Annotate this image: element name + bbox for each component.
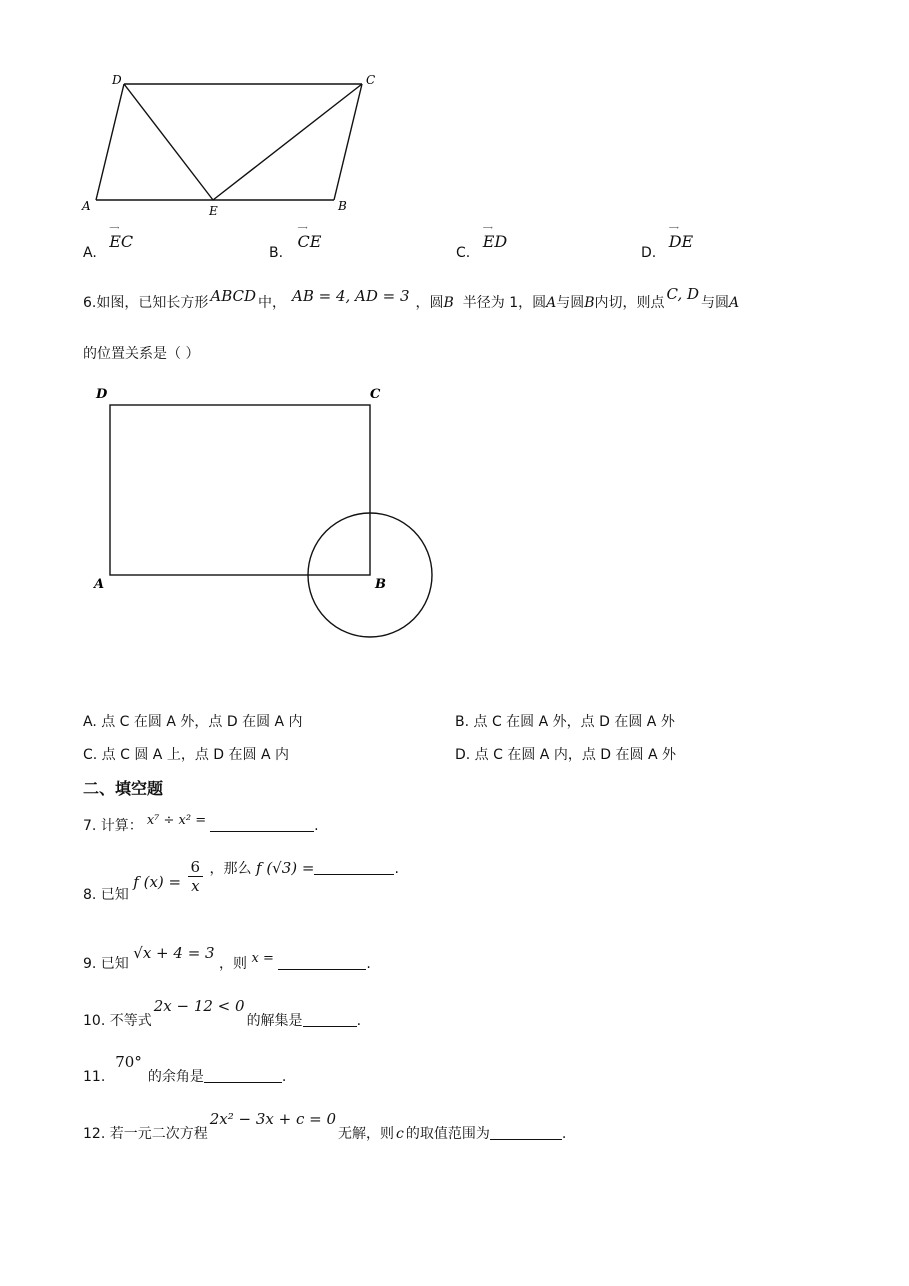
point-label-b: B <box>338 199 347 213</box>
question-10: 10. 不等式2x − 12 < 0的解集是 . <box>83 997 362 1029</box>
answer-blank[interactable] <box>490 1125 562 1140</box>
vector-ec: ⟶ EC <box>109 224 134 251</box>
point-label-b: B <box>375 577 386 592</box>
q6-option-c[interactable]: C. 点 C 圆 A 上，点 D 在圆 A 内 <box>83 747 289 763</box>
answer-blank[interactable] <box>303 1012 357 1027</box>
answer-blank[interactable] <box>314 860 394 875</box>
vector-de: ⟶ DE <box>668 224 694 251</box>
answer-blank[interactable] <box>210 817 314 832</box>
question-11: 11.70°的余角是 . <box>83 1053 287 1085</box>
question-7: 7. 计算： x⁷ ÷ x² = . <box>83 813 319 834</box>
point-label-c: C <box>366 73 376 87</box>
q6-option-a[interactable]: A. 点 C 在圆 A 外，点 D 在圆 A 内 <box>83 714 303 730</box>
parallelogram-figure <box>80 70 380 220</box>
answer-blank[interactable] <box>278 955 366 970</box>
question-9: 9. 已知 √x + 4 = 3 ，则 x = . <box>83 944 371 972</box>
q5-option-b[interactable]: B. ⟶ CE <box>269 224 322 261</box>
vector-ed: ⟶ ED <box>482 224 508 251</box>
question-12: 12. 若一元二次方程2x² − 3x + c = 0无解，则 c 的取值范围为 . <box>83 1110 567 1142</box>
q6-question-line1: 6.如图，已知长方形 ABCD 中， AB = 4, AD = 3 ，圆B 半径为 1，圆A与圆B内切，则点 C, D 与圆A <box>83 285 740 311</box>
point-label-e: E <box>209 204 218 218</box>
vector-ce: ⟶ CE <box>297 224 322 251</box>
section-heading: 二、填空题 <box>83 779 164 798</box>
point-label-a: A <box>82 199 91 213</box>
point-label-d: D <box>96 387 108 402</box>
q5-option-d[interactable]: D. ⟶ DE <box>641 224 694 261</box>
q5-option-a[interactable]: A. ⟶ EC <box>83 224 134 261</box>
point-label-d: D <box>112 73 122 87</box>
q5-option-c[interactable]: C. ⟶ ED <box>456 224 508 261</box>
rectangle-circle-figure <box>90 380 450 645</box>
q6-option-d[interactable]: D. 点 C 在圆 A 内，点 D 在圆 A 外 <box>455 747 676 763</box>
point-label-a: A <box>94 577 105 592</box>
q6-question-line2: 的位置关系是（ ） <box>83 346 200 362</box>
answer-blank[interactable] <box>204 1068 282 1083</box>
fraction: $\frac{6}{x}$ <box>188 858 204 895</box>
q6-option-b[interactable]: B. 点 C 在圆 A 外，点 D 在圆 A 外 <box>455 714 675 730</box>
point-label-c: C <box>370 387 381 402</box>
question-8: 8. 已知 f (x) = $\frac{6}{x}$ ，那么 f (√3) = . <box>83 858 399 903</box>
